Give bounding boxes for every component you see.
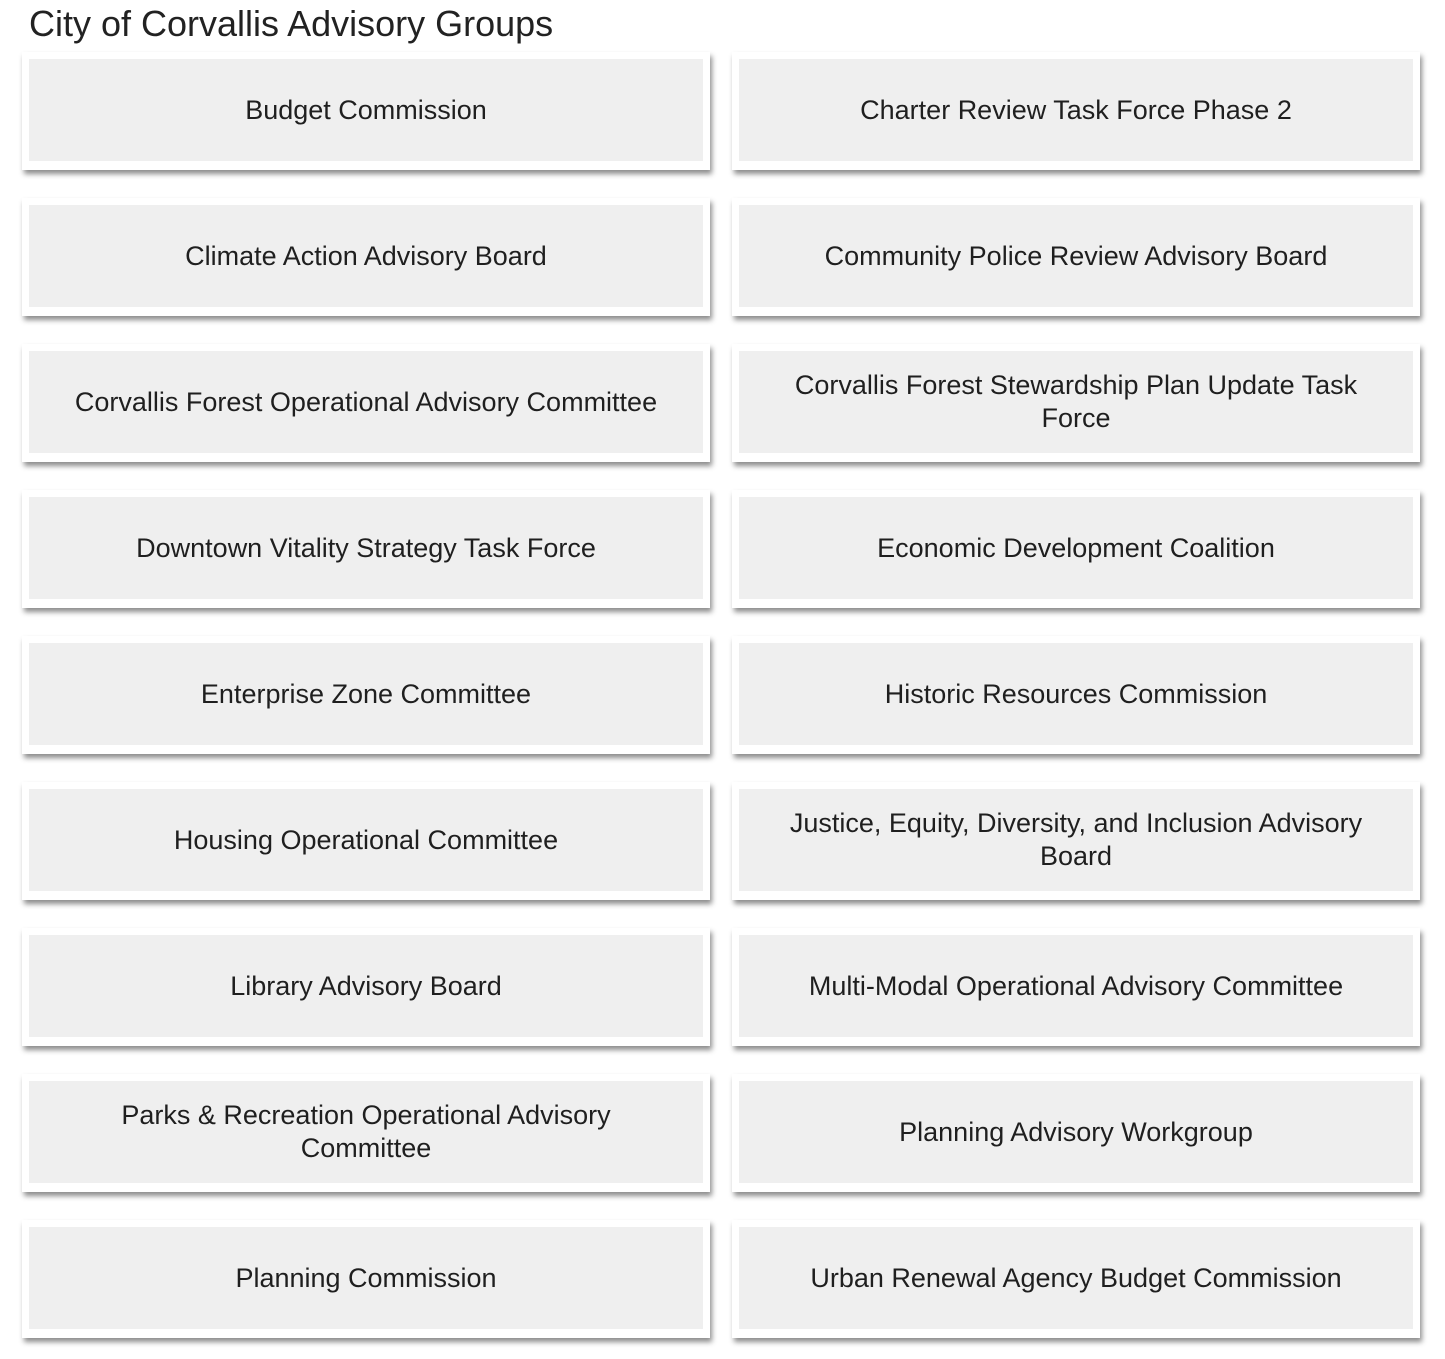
group-card-planning-commission[interactable]: [22, 1220, 710, 1338]
group-card-library-advisory-board[interactable]: [22, 928, 710, 1046]
group-card-housing-operational-committee[interactable]: [22, 782, 710, 900]
group-card-parks-recreation-operational-advisory-committee[interactable]: [22, 1074, 710, 1192]
group-card-label: Corvallis Forest Operational Advisory Committee: [29, 351, 703, 453]
group-card-label: Planning Advisory Workgroup: [739, 1081, 1413, 1183]
group-card-climate-action-advisory-board[interactable]: [22, 198, 710, 316]
group-card-corvallis-forest-stewardship-plan-update-task-force[interactable]: [732, 344, 1420, 462]
group-card-label: Enterprise Zone Committee: [29, 643, 703, 745]
group-card-historic-resources-commission[interactable]: [732, 636, 1420, 754]
group-card-label: Library Advisory Board: [29, 935, 703, 1037]
group-card-label: Parks & Recreation Operational Advisory Committee: [29, 1081, 703, 1183]
group-card-label: Economic Development Coalition: [739, 497, 1413, 599]
group-card-charter-review-task-force[interactable]: [732, 52, 1420, 170]
group-card-label: Downtown Vitality Strategy Task Force: [29, 497, 703, 599]
group-card-label: Housing Operational Committee: [29, 789, 703, 891]
group-card-label: Budget Commission: [29, 59, 703, 161]
group-card-label: Planning Commission: [29, 1227, 703, 1329]
page-title: City of Corvallis Advisory Groups: [29, 3, 554, 44]
advisory-groups-grid: [22, 52, 1420, 1338]
group-card-label: Corvallis Forest Stewardship Plan Update Task Force: [739, 351, 1413, 453]
group-card-label: Multi-Modal Operational Advisory Committee: [739, 935, 1413, 1037]
group-card-label: Justice, Equity, Diversity, and Inclusion Advisory Board: [739, 789, 1413, 891]
group-card-label: Charter Review Task Force Phase 2: [739, 59, 1413, 161]
group-card-jedi-advisory-board[interactable]: [732, 782, 1420, 900]
group-card-corvallis-forest-operational-advisory-committee[interactable]: [22, 344, 710, 462]
group-card-community-police-review-advisory-board[interactable]: [732, 198, 1420, 316]
group-card-multi-modal-operational-advisory-committee[interactable]: [732, 928, 1420, 1046]
group-card-enterprise-zone-committee[interactable]: [22, 636, 710, 754]
group-card-label: Urban Renewal Agency Budget Commission: [739, 1227, 1413, 1329]
group-card-label: Community Police Review Advisory Board: [739, 205, 1413, 307]
group-card-label: Historic Resources Commission: [739, 643, 1413, 745]
group-card-economic-development-coalition[interactable]: [732, 490, 1420, 608]
group-card-label: Climate Action Advisory Board: [29, 205, 703, 307]
group-card-planning-advisory-workgroup[interactable]: [732, 1074, 1420, 1192]
group-card-urban-renewal-agency-budget-commission[interactable]: [732, 1220, 1420, 1338]
group-card-downtown-vitality-strategy-task-force[interactable]: [22, 490, 710, 608]
group-card-budget-commission[interactable]: [22, 52, 710, 170]
